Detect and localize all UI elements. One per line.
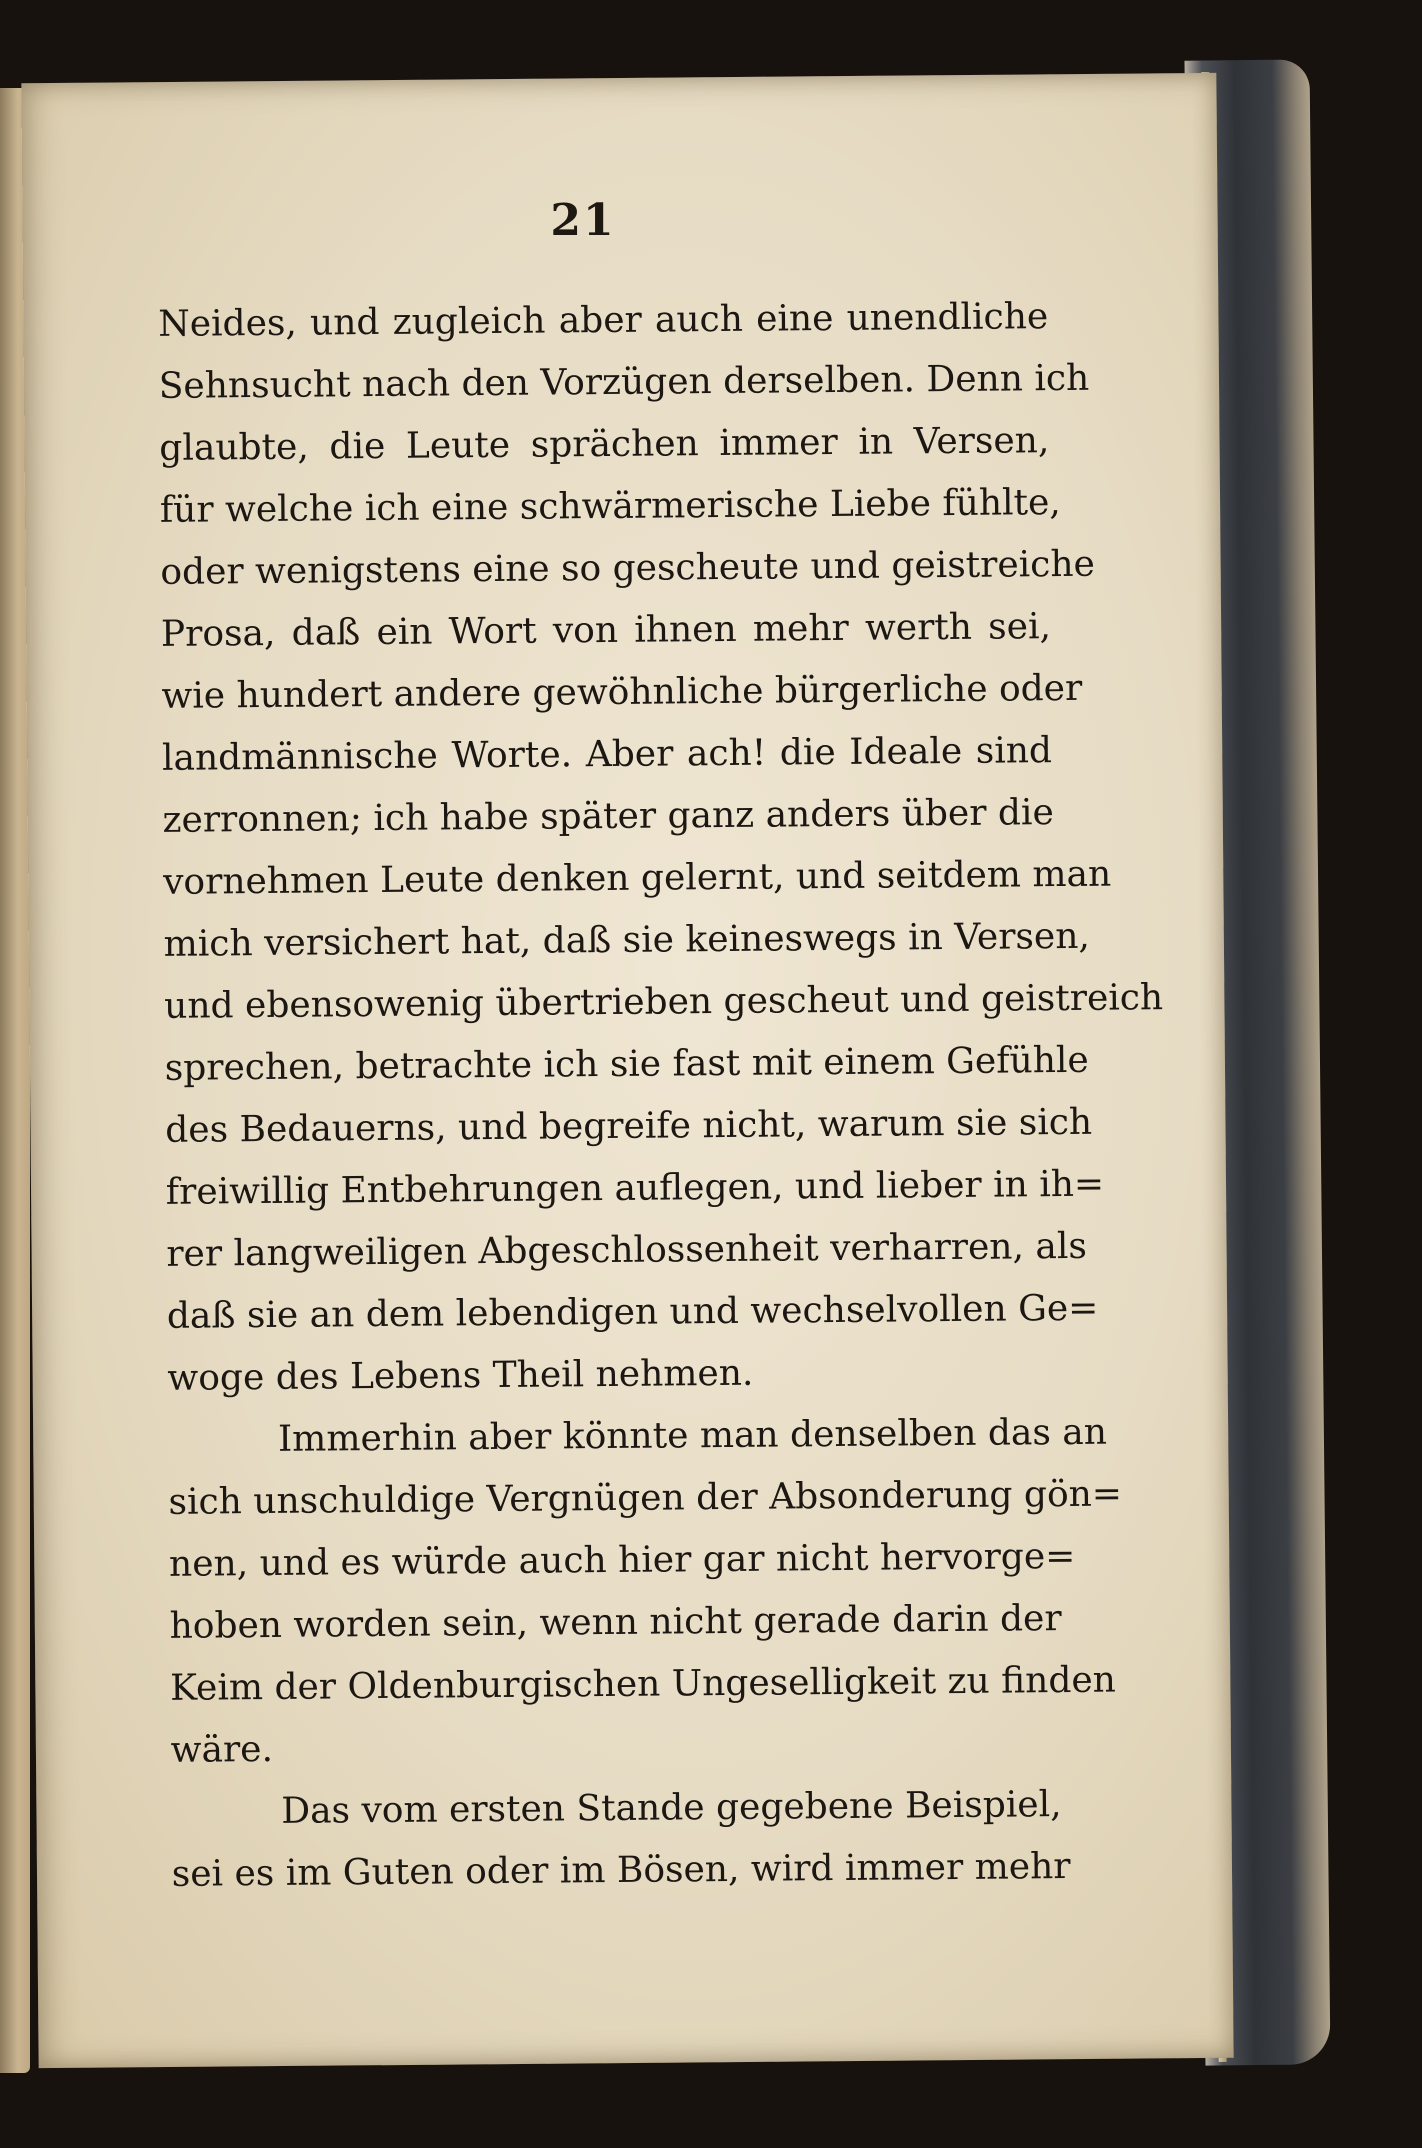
text-line: Sehnsucht nach den Vorzügen derselben. Denn ich [158, 357, 1090, 407]
page-number: 21 [550, 195, 616, 246]
text-line: wie hundert andere gewöhnliche bürgerliche oder [161, 667, 1083, 717]
text-line-paragraph-end: woge des Lebens Theil nehmen. [167, 1352, 754, 1399]
text-line: sich unschuldige Vergnügen der Absonderung gön= [168, 1473, 1123, 1523]
text-line: für welche ich eine schwärmerische Liebe fühlte, [159, 482, 1061, 531]
text-line-paragraph-end: wäre. [170, 1728, 274, 1771]
text-line: mich versichert hat, daß sie keineswegs in Versen, [163, 915, 1091, 965]
text-line-paragraph-start: Immerhin aber könnte man denselben das an [277, 1411, 1108, 1460]
text-line: vornehmen Leute denken gelernt, und seitdem man [162, 853, 1112, 903]
text-line-paragraph-start: Das vom ersten Stande gegebene Beispiel, [281, 1784, 1062, 1832]
text-line: freiwillig Entbehrungen auflegen, und lieber in ih= [165, 1163, 1105, 1213]
text-line: und ebensowenig übertrieben gescheut und geistreich [164, 977, 1164, 1027]
text-line: rer langweiligen Abgeschlossenheit verharren, als [166, 1225, 1088, 1275]
text-line: sprechen, betrachte ich sie fast mit einem Gefühle [164, 1039, 1089, 1089]
text-line: oder wenigstens eine so gescheute und geistreiche [160, 543, 1096, 593]
text-line: landmännische Worte. Aber ach! die Ideale sind [161, 730, 1053, 779]
text-line: glaubte, die Leute sprächen immer in Versen, [159, 420, 1050, 469]
text-line: zerronnen; ich habe später ganz anders über die [162, 792, 1054, 841]
text-line: hoben worden sein, wenn nicht gerade darin der [169, 1598, 1062, 1647]
body-text [158, 286, 1164, 1906]
text-line: Keim der Oldenburgischen Ungeselligkeit zu finden [169, 1659, 1117, 1709]
text-line: daß sie an dem lebendigen und wechselvollen Ge= [166, 1287, 1099, 1337]
text-line: sei es im Guten oder im Bösen, wird immer mehr [171, 1846, 1071, 1895]
text-line: Neides, und zugleich aber auch eine unendliche [158, 296, 1049, 345]
text-line: Prosa, daß ein Wort von ihnen mehr werth sei, [160, 606, 1052, 655]
text-line: des Bedauerns, und begreife nicht, warum sie sich [165, 1101, 1093, 1151]
text-line: nen, und es würde auch hier gar nicht hervorge= [168, 1535, 1076, 1585]
